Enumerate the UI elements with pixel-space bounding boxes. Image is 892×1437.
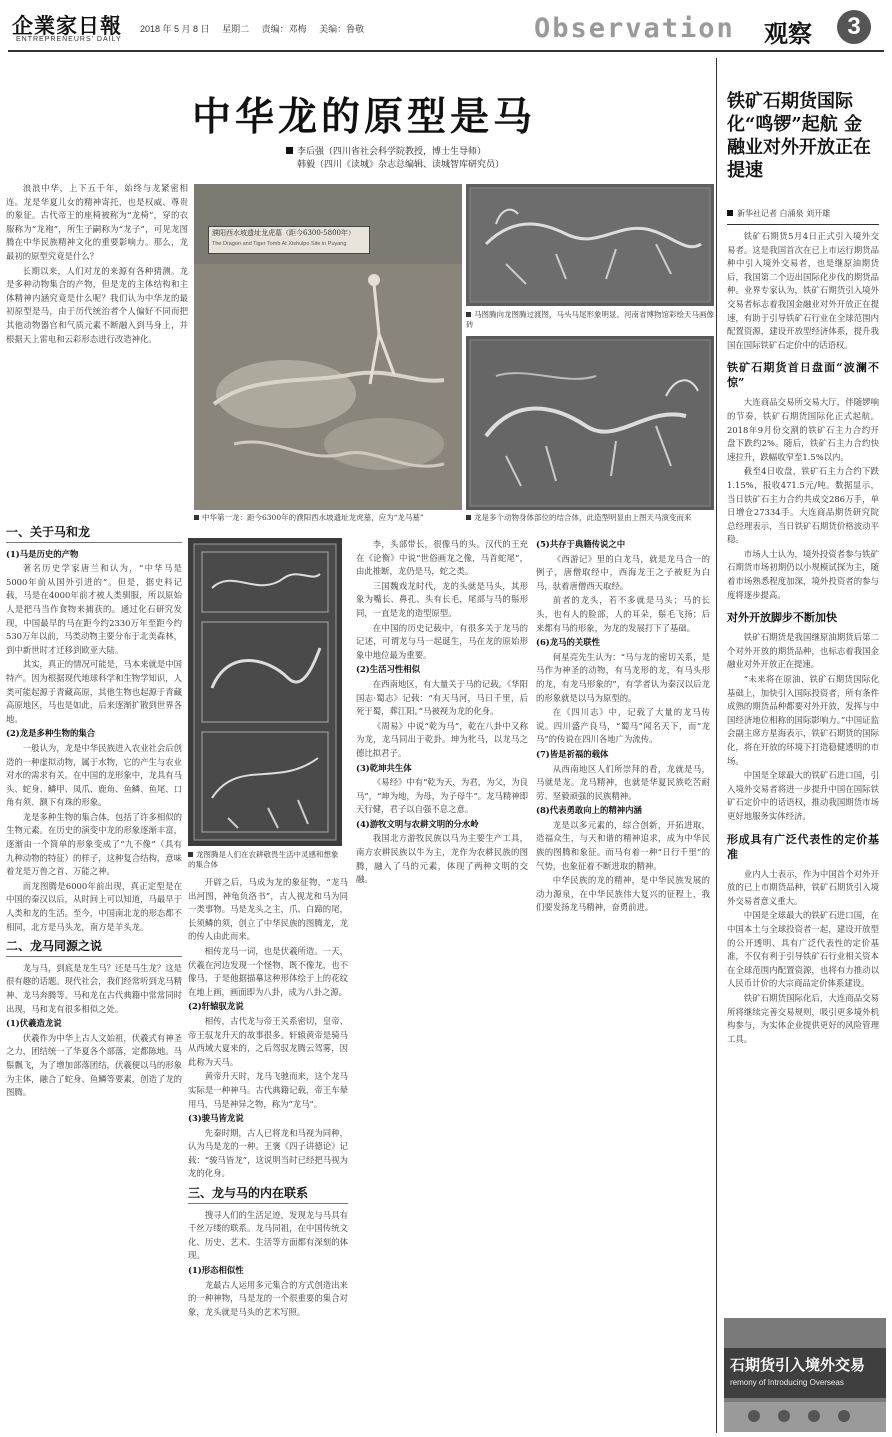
caption-marker-icon bbox=[466, 515, 471, 520]
subsection-heading: (1)马是历史的产物 bbox=[6, 548, 79, 559]
section-heading: 三、龙与马的内在联系 bbox=[188, 1187, 348, 1204]
article-title: 中华龙的原型是马 bbox=[192, 94, 537, 140]
body-paragraph: 龙最古人运用多元集合的方式创造出来的一种神物，马是龙的一个很重要的集合对象，龙头就是马头的艺术写照。 bbox=[188, 1279, 348, 1317]
body-paragraph: 业内人士表示，作为中国首个对外开放的已上市期货品种，铁矿石期货引入境外交易者意义重大。 bbox=[727, 868, 879, 906]
subsection-heading: (7)皆是祈福的载体 bbox=[536, 748, 609, 759]
article-column-2 bbox=[188, 876, 348, 1432]
body-paragraph: 李，头部带长，很像马的头。汉代的王充在《论衡》中说“世俗画龙之像，马首蛇尾”，由此推断，龙仍是马，蛇之类。 bbox=[356, 539, 528, 577]
body-paragraph: 相传，古代龙与帝王关系密切，皇帝、帝王驭龙升天的故事很多。轩辕黄帝是骑马从西域大夏来的，之后驾驭龙腾云驾雾，因此称为天马。 bbox=[188, 1015, 348, 1067]
body-paragraph: 著名历史学家唐兰和认为，“中华马是5000年前从国外引进的”。但是，据史料记载，马是在4000年前才被人类驯服，所以原始人是把马当作食物来捕获的。通过化石研究发现，中国最早的马在距今约2330万年至距今约530万年以前，马类动物主要分布于北美森林，到中新世时才迁移到欧亚大陆。 bbox=[6, 563, 182, 655]
body-paragraph: 大连商品交易所交易大厅，伴随锣响的节奏，铁矿石期货国际化正式起航。2018年9月份交割的铁矿石主力合约开盘下跌约2%。随后，铁矿石主力合约快速拉升，跌幅收窄至1.5%以内。 bbox=[727, 397, 879, 462]
body-paragraph: 龙是多种生物的集合体，包括了许多相似的生物元素。在历史的演变中龙的形象逐渐丰富，逐渐由一个简单的形象变成了“九不像”（具有九种动物的特征）的样子，这种复合结构，意味着龙是万兽之首、万能之神。 bbox=[6, 811, 182, 877]
intro-paragraph: 长期以来，人们对龙的来源有各种猜测。龙是多种动物集合的产物，但是龙的主体结构和主体精神内涵究竟是什么呢？我们认为中华龙的最初原型是马，由于历代统治者个人偏好不同而把其他动物器官和气质元素不断融入到马身上，并根据天上雷电和云彩形态进行改造神化。 bbox=[6, 265, 188, 344]
subsection-heading: (5)共存于典籍传说之中 bbox=[536, 539, 626, 549]
body-paragraph: 截至4日收盘，铁矿石主力合约下跌1.15%，报收471.5元/吨。数据显示，当日铁矿石主力合约共成交286万手，单日增仓27334手。大连商品期货研究院总经理表示，当日铁矿石期货价格波动平稳。 bbox=[727, 466, 879, 545]
subsection-heading: (2)轩辕驭龙说 bbox=[188, 1001, 244, 1012]
article-column-4 bbox=[536, 538, 710, 1432]
body-paragraph: 从西南地区人们所崇拜的看，龙就是马，马就是龙。龙马精神，也就是华夏民族吃苦耐劳、坚毅顽强的民族精神。 bbox=[536, 763, 710, 801]
body-paragraph: 相传龙马一词，也是伏羲所造。一天，伏羲在河边发现一个怪物，既不像龙，也不像马，于是他据描摹这种形体绘于上的花纹在地上画，画面即为八卦，成为八卦之源。 bbox=[188, 945, 348, 997]
body-paragraph: 在中国的历史记载中，有很多关于龙马的记述，可谓龙与马一起诞生，马在龙的原始形象中地位最为重要。 bbox=[356, 622, 528, 660]
side-subheading: 对外开放脚步不断加快 bbox=[727, 611, 837, 625]
intro-column bbox=[6, 182, 188, 514]
article-column-3 bbox=[356, 538, 528, 1432]
body-paragraph: 前者的龙头，若不多就是马头；马的长头，也有人的脸部，人的耳朵，鬃毛飞扬；后来都有马的形象，为龙的发展打下了基础。 bbox=[536, 595, 710, 633]
body-paragraph: 我国北方游牧民族以马为主要生产工具，南方农耕民族以牛为主，龙作为农耕民族的图腾，融入了马的元素，体现了两种文明的交融。 bbox=[356, 833, 528, 885]
side-subheading: 形成具有广泛代表性的定价基准 bbox=[727, 832, 879, 861]
body-paragraph: 在《四川志》中，记载了大量的龙马传说。四川盛产良马，“蜀马”闻名天下，而“龙马”的传说在四川各地广为流传。 bbox=[536, 707, 710, 745]
rubbing-illustration bbox=[188, 538, 342, 846]
byline-marker-icon bbox=[727, 210, 733, 216]
body-paragraph: 龙与马，到底是龙生马？还是马生龙？这是很有趣的话题。现代社会，我们经常听到龙马精神、龙马奔腾等。马和龙在古代典籍中常常同时出现，马和龙有很多相似之处。 bbox=[6, 962, 182, 1014]
body-paragraph: 《西游记》里的白龙马，就是龙马合一的例子，唐僧取经中，西海龙王之子被贬为白马，驮着唐僧西天取经。 bbox=[536, 553, 710, 591]
horse-relief-illustration bbox=[466, 184, 714, 306]
body-paragraph: 《易经》中有“乾为天，为君，为父，为良马”，“坤为地，为母，为子母牛”。龙马精神即天行健，君子以自强不息之意。 bbox=[356, 777, 528, 815]
section-name: 观察 bbox=[764, 19, 812, 48]
subsection-heading: (1)形态相似性 bbox=[188, 1265, 244, 1276]
section-name-english: Observation bbox=[534, 13, 735, 44]
subsection-heading: (1)伏羲造龙说 bbox=[6, 1018, 62, 1029]
subsection-heading: (6)龙马的关联性 bbox=[536, 637, 601, 648]
byline-marker-icon bbox=[286, 147, 293, 154]
article-byline bbox=[286, 146, 504, 172]
masthead bbox=[8, 8, 884, 52]
caption-marker-icon bbox=[466, 312, 471, 317]
issue-weekday: 星期二 bbox=[222, 24, 250, 34]
subsection-heading: (8)代表勇敢向上的精神内涵 bbox=[536, 805, 642, 816]
dragon-rubbing-photo bbox=[188, 538, 342, 846]
horse-brick-photo bbox=[466, 184, 714, 306]
subsection-heading: (4)游牧文明与农耕文明的分水岭 bbox=[356, 818, 479, 829]
caption-marker-icon bbox=[194, 515, 199, 520]
section-heading: 一、关于马和龙 bbox=[6, 526, 182, 543]
article-column-1 bbox=[6, 520, 182, 1432]
author-primary: 李后强（四川省社会科学院教授，博士生导师） bbox=[297, 147, 487, 157]
body-paragraph: 中国是全球最大的铁矿石进口国，在中国本土与全球投资者一起，建设开放型的公开透明、具有广泛代表性的定价基准，不仅有利于引导铁矿石行业相关资本在全球范围内配置资源，也将有力推动以人民币计价的大宗商品定价体系建设。 bbox=[727, 910, 879, 989]
body-paragraph: 黄帝升天时，龙马飞驰而来，这个龙马实际是一种神马。古代典籍记载，帝王车辇用马，马是神异之物，称为“龙马”。 bbox=[188, 1071, 348, 1109]
newspaper-logo-english: ENTREPRENEURS' DAILY bbox=[16, 36, 122, 43]
side-article-title: 铁矿石期货国际化“鸣锣”起航 金融业对外开放正在提速 bbox=[727, 91, 871, 181]
dragon-relief-illustration bbox=[466, 336, 714, 510]
body-paragraph: 铁矿石期货5月4日正式引入境外交易者。这是我国首次在已上市运行期货品种中引入境外交易者，也是继原油期货后，我国第二个迈出国际化步伐的期货品种。业界专家认为，铁矿石期货引入境外交易者标志着我国金融业对外开放正在提速，有助于引导铁矿石行业在全球范围内配置资源，建设开放型经济体系，提升我国在国际铁矿石定价中的话语权。 bbox=[727, 231, 879, 350]
side-subheading: 铁矿石期货首日盘面“波澜不惊” bbox=[727, 361, 879, 390]
responsible-editor: 责编：邓梅 bbox=[261, 24, 307, 34]
photo-caption: 龙图腾是人们在农耕敬畏生活中灵感和想象的集合体 bbox=[188, 850, 339, 869]
body-paragraph: 中华民族的龙的精神，是中华民族发展的动力源泉，在中华民族伟大复兴的征程上，我们要发扬龙马精神，奋勇前进。 bbox=[536, 875, 710, 913]
author-secondary: 韩毅（四川《读城》杂志总编辑、读城智库研究员） bbox=[297, 160, 505, 170]
tomb-illustration bbox=[194, 184, 462, 510]
body-paragraph: 三国魏戏龙时代，龙的头就是马头，其形象为嘴长、鼻孔、头有长毛，尾部与马的鬃形同，一直是龙的造型原型。 bbox=[356, 580, 528, 618]
caption-marker-icon bbox=[188, 852, 193, 857]
issue-info bbox=[140, 22, 374, 35]
side-article-body bbox=[727, 230, 879, 1310]
subsection-heading: (2)生活习性相似 bbox=[356, 664, 421, 675]
body-paragraph: 中国是全球最大的铁矿石进口国，引入境外交易者将进一步提升中国在国际铁矿石定价中的话语权，推动我国期货市场更好地服务实体经济。 bbox=[727, 770, 879, 821]
body-paragraph: 而龙图腾是6000年前出现，真正定型是在中国的秦汉以后，从时间上可以知道，马最早于人类和龙的生活。至今，中国南北龙的形态都不相同，北方是马头龙，南方是羊头龙。 bbox=[6, 880, 182, 932]
body-paragraph: 龙是以多元素的，综合创新，开拓进取，造福众生，与天和谐的精神追求，成为中华民族的图腾和象征。而马有着一种“日行千里”的气势，也象征着不断进取的精神。 bbox=[536, 819, 710, 871]
exhibit-sign-title: 濮阳西水坡遗址龙虎墓（距今6300-5800年） bbox=[212, 229, 355, 237]
tomb-photo bbox=[194, 184, 462, 510]
body-paragraph: 其实，真正的情况可能是，马本来就是中国特产。因为根据现代地球科学和生物学知识，人类可能起源于青藏高原，其他生物也起源于青藏高原地区，马也是如此，后来逐渐扩散到世界各地。 bbox=[6, 659, 182, 724]
body-paragraph: “未来将在原油、铁矿石期货国际化基础上，加快引入国际投资者，所有条件成熟的期货品种都要对外开放，发挥与中国经济地位相称的国际影响力。”中国证监会副主席方星海表示，铁矿石期货的国际化，将在开放的环境下打造稳健透明的市场。 bbox=[727, 674, 879, 766]
body-paragraph: 《周易》中说“乾为马”，乾在八卦中又称为龙，龙马同出于乾卦。坤为牝马，以龙马之德比拟君子。 bbox=[356, 720, 528, 758]
art-editor: 美编：鲁敬 bbox=[319, 24, 365, 34]
banner-text-english: remony of Introducing Overseas bbox=[730, 1378, 844, 1387]
section-heading: 二、龙马同源之说 bbox=[6, 940, 182, 957]
exhibit-sign-english: The Dragon and Tiger Tomb At Xishuipo Site in Puyang bbox=[212, 241, 347, 247]
body-paragraph: 伏羲作为中华上古人文始祖，伏羲式有神圣之力，团结统一了华夏各个部落，定都陈地。马鬃飘飞，为了增加部落团结，伏羲便以马的形象为主体，融合了蛇身、鱼鳞等要素，创造了龙的图腾。 bbox=[6, 1032, 182, 1098]
side-divider bbox=[727, 224, 879, 225]
body-paragraph: 在西南地区，有大量关于马的记载。《华阳国志·蜀志》记载：“有天马河，马日千里，后死于蜀，葬江阳。”马被视为龙的化身。 bbox=[356, 678, 528, 717]
body-paragraph: 铁矿石期货是我国继原油期货后第二个对外开放的期货品种，也标志着我国金融业对外开放正在提速。 bbox=[727, 632, 879, 670]
body-paragraph: 先秦时期，古人已将龙和马视为同种，认为马是龙的一种。王褒《四子讲德论》记载：“骏马皆龙”，这说明当时已经把马视为龙的化身。 bbox=[188, 1127, 348, 1179]
subsection-heading: (3)骏马皆龙说 bbox=[188, 1113, 244, 1124]
ceremony-stage-illustration bbox=[724, 1318, 886, 1432]
photo-caption: 龙是多个动物身体部位的结合体，此造型明显由上图天马演变而来 bbox=[466, 513, 714, 523]
body-paragraph: 一般认为，龙是中华民族进入农业社会后创造的一种虚拟动物，属于水物，它的产生与农业对水的需求有关。在中国的龙形象中，龙具有马头、蛇身、鳞甲、凤爪、鹿角、鱼鳞、鱼尾、口角有须、额下有珠的形象。 bbox=[6, 742, 182, 808]
intro-paragraph: 浪浪中华，上下五千年，始终与龙紧密相连。龙是华夏儿女的精神寄托，也是权威、尊贵的象征。古代帝王的座椅被称为“龙椅”，穿的衣服称为“龙袍”，所生子嗣称为“龙子”，可见龙图腾在中华民族精神文化的重要影响力。那么，龙最初的原型究竟是什么？ bbox=[6, 183, 188, 261]
ceremony-photo bbox=[724, 1318, 886, 1432]
photo-caption: 马图腾向龙图腾过渡图，马头马尾形象明显。河南省博物馆彩绘天马画像砖 bbox=[466, 310, 714, 329]
issue-date: 2018 年 5 月 8 日 bbox=[140, 24, 210, 34]
photo-caption: 中华第一龙：距今6300年的濮阳西水坡遗址龙虎墓，应为“龙马墓” bbox=[194, 513, 462, 523]
newspaper-logo: 企業家日報 bbox=[12, 13, 122, 38]
body-paragraph: 何星亮先生认为：“马与龙的密切关系，是马作为神圣的动物，有马龙形的龙，有马头形的龙，有龙马形象的”，有学者认为秦汉以后龙的形象就是以马为原型的。 bbox=[536, 651, 710, 703]
column-divider bbox=[716, 58, 717, 1433]
side-article-byline: 新华社记者 白涌泉 刘开雄 bbox=[727, 208, 830, 219]
page-number-badge: 3 bbox=[837, 10, 871, 44]
subsection-heading: (2)龙是多种生物的集合 bbox=[6, 728, 96, 739]
banner-text: 石期货引入境外交易 bbox=[730, 1356, 866, 1374]
subsection-heading: (3)乾坤共生体 bbox=[356, 762, 412, 773]
body-paragraph: 开辟之后，马成为龙的象征物，“龙马出河图，神龟负洛书”，古人视龙和马为同一类事物。马是龙头之主，爪、白蹄的尾，长须鳞的须，创立了中华民族的图腾龙，龙的传人由此而来。 bbox=[188, 877, 348, 942]
dragon-relief-photo bbox=[466, 336, 714, 510]
body-paragraph: 搜寻人们的生活足迹，发现龙与马具有千丝万缕的联系。龙马同祖，在中国传统文化、历史、艺术、生活等方面都有深刻的体现。 bbox=[188, 1209, 348, 1261]
body-paragraph: 铁矿石期货国际化后，大连商品交易所将继续完善交易规则，吸引更多境外机构参与，为实体企业提供更好的风险管理工具。 bbox=[727, 992, 879, 1044]
body-paragraph: 市场人士认为，境外投资者参与铁矿石期货市场初期仍以小规模试探为主，随着市场熟悉程度加深，境外投资者的参与度将逐步提高。 bbox=[727, 548, 879, 600]
